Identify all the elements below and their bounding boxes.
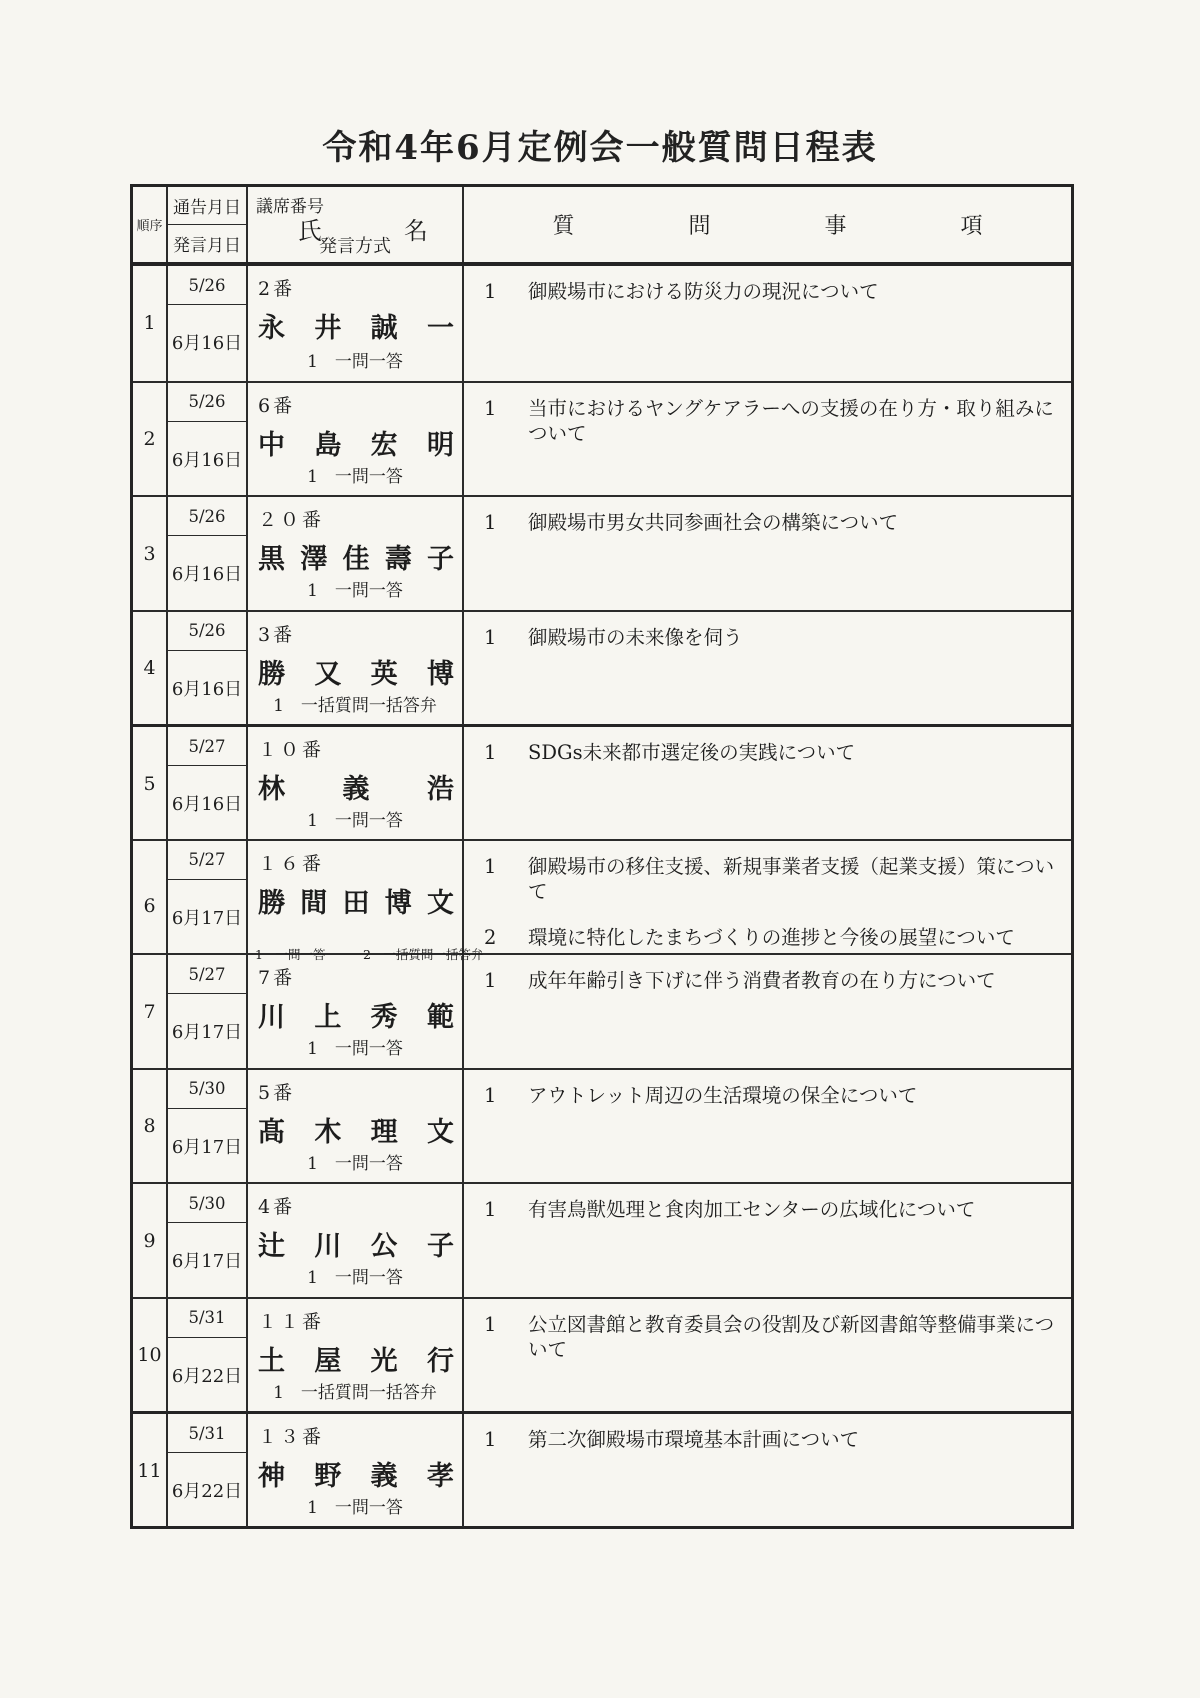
question-list <box>464 266 1071 381</box>
seat-number: ２０番 <box>258 509 325 531</box>
order-number: 9 <box>133 1184 168 1297</box>
speak-method: 1 一問一答 <box>307 1039 403 1059</box>
question-list <box>464 383 1071 496</box>
spread-char: 英 <box>370 658 398 690</box>
spread-char: 勝 <box>258 658 285 690</box>
question-number: 1 <box>484 1312 497 1336</box>
member-name <box>258 537 454 576</box>
question-text: 第二次御殿場市環境基本計画について <box>528 1428 860 1451</box>
notice-date: 5/27 <box>168 955 246 994</box>
header-seat-number-label: 議席番号 <box>256 197 324 217</box>
member-cell <box>248 383 464 496</box>
question-item <box>484 396 1061 447</box>
spread-char: 川 <box>258 1002 285 1033</box>
question-number: 1 <box>484 741 497 764</box>
spread-char: 一 <box>426 313 454 344</box>
spread-char: 氏 <box>298 217 322 245</box>
spread-char: 子 <box>426 1231 454 1262</box>
spread-char: 範 <box>426 1002 454 1033</box>
spread-char: 勝 <box>258 887 285 919</box>
speak-date: 6月16日 <box>171 678 243 700</box>
spread-char: 間 <box>300 887 328 919</box>
dates-cell <box>168 1070 248 1183</box>
question-text: アウトレット周辺の生活環境の保全について <box>528 1083 918 1107</box>
speak-date: 6月16日 <box>171 794 243 815</box>
header-notice-date-label: 通告月日 <box>168 187 246 225</box>
table-row <box>133 266 1071 381</box>
table-row <box>133 495 1071 610</box>
question-number: 1 <box>484 625 497 649</box>
seat-number: １３番 <box>258 1426 325 1448</box>
member-cell <box>248 497 464 610</box>
table-row <box>133 1297 1071 1412</box>
spread-char: 田 <box>342 887 370 919</box>
speak-date: 6月16日 <box>171 564 243 585</box>
table-row <box>133 1068 1071 1183</box>
seat-number: 4番 <box>258 1196 296 1218</box>
table-row <box>133 610 1071 725</box>
notice-date: 5/30 <box>168 1184 246 1223</box>
spread-char: 理 <box>370 1116 398 1148</box>
table-header <box>133 187 1071 266</box>
dates-cell <box>168 612 248 725</box>
member-cell <box>248 612 464 725</box>
member-cell <box>248 955 464 1068</box>
speak-date: 6月17日 <box>171 1251 243 1272</box>
speak-method: 1 一括質問一括答弁 <box>273 695 437 716</box>
spread-char: 澤 <box>300 544 328 575</box>
question-item <box>484 1083 1061 1108</box>
notice-date: 5/26 <box>168 497 246 536</box>
spread-char: 宏 <box>370 429 398 461</box>
spread-char: 野 <box>314 1461 342 1492</box>
spread-char: 秀 <box>370 1002 398 1033</box>
speak-date: 6月22日 <box>171 1365 243 1387</box>
member-name <box>258 423 454 462</box>
member-cell <box>248 266 464 381</box>
spread-char: 又 <box>314 658 342 690</box>
table-body <box>133 266 1071 1526</box>
order-number: 5 <box>133 727 168 840</box>
order-number: 8 <box>133 1070 168 1183</box>
spread-char: 壽 <box>384 544 412 575</box>
question-list <box>464 841 1071 972</box>
spread-char: 黒 <box>258 544 285 575</box>
spread-char: 問 <box>688 214 711 239</box>
spread-char: 博 <box>426 658 454 690</box>
header-speak-style-label: 発言方式 <box>319 236 391 257</box>
question-text: SDGs未来都市選定後の実践について <box>528 741 856 764</box>
seat-number: 2番 <box>258 278 296 300</box>
question-number: 1 <box>484 511 497 534</box>
question-text: 御殿場市の未来像を伺う <box>528 625 743 649</box>
spread-char: 孝 <box>426 1461 454 1492</box>
speak-date: 6月17日 <box>171 1022 243 1043</box>
question-number: 1 <box>484 396 497 420</box>
question-list <box>464 497 1071 610</box>
dates-cell <box>168 383 248 496</box>
table-row <box>133 1182 1071 1297</box>
member-cell <box>248 1070 464 1183</box>
member-cell <box>248 1414 464 1527</box>
question-item <box>484 740 1061 765</box>
member-name <box>258 1339 454 1378</box>
notice-date: 5/26 <box>168 266 246 305</box>
question-list <box>464 1070 1071 1183</box>
spread-char: 島 <box>314 429 342 461</box>
question-text: 御殿場市男女共同参画社会の構築について <box>528 511 899 534</box>
question-text: 成年年齢引き下げに伴う消費者教育の在り方について <box>528 969 996 992</box>
question-list <box>464 1184 1071 1297</box>
header-name-column <box>248 187 464 262</box>
question-list <box>464 727 1071 840</box>
header-order-label: 順序 <box>133 187 168 262</box>
order-number: 1 <box>133 266 168 381</box>
question-list <box>464 955 1071 1068</box>
spread-char: 林 <box>258 774 285 805</box>
question-item <box>484 1312 1061 1363</box>
question-number: 1 <box>484 1198 497 1221</box>
spread-char: 上 <box>314 1002 342 1033</box>
seat-number: １６番 <box>258 852 325 875</box>
speak-date: 6月17日 <box>171 1136 243 1158</box>
seat-number: 6番 <box>258 394 296 417</box>
spread-char: 辻 <box>258 1231 285 1262</box>
question-item <box>484 854 1061 905</box>
dates-cell <box>168 727 248 840</box>
dates-cell <box>168 955 248 1068</box>
member-name <box>258 881 454 920</box>
order-number: 3 <box>133 497 168 610</box>
spread-char: 髙 <box>258 1116 285 1148</box>
question-text: 御殿場市の移住支援、新規事業者支援（起業支援）策について <box>528 854 1055 903</box>
notice-date: 5/31 <box>168 1299 246 1338</box>
question-number: 1 <box>484 280 497 303</box>
speak-method: 1 一問一答 <box>307 581 403 601</box>
member-cell <box>248 841 484 972</box>
speak-method: 1 一問一答 <box>307 1153 403 1174</box>
question-item <box>484 925 1061 950</box>
seat-number: 3番 <box>258 623 296 646</box>
spread-char: 義 <box>342 774 370 805</box>
seat-number: 5番 <box>258 1081 296 1104</box>
header-dates <box>168 187 248 262</box>
member-name <box>258 1110 454 1149</box>
notice-date: 5/27 <box>168 727 246 766</box>
spread-char: 名 <box>404 217 428 245</box>
spread-char: 公 <box>370 1231 398 1262</box>
table-row <box>133 381 1071 496</box>
member-cell <box>248 1184 464 1297</box>
spread-char: 義 <box>370 1461 398 1492</box>
order-number: 6 <box>133 841 168 972</box>
spread-char: 川 <box>314 1231 342 1262</box>
member-name <box>258 652 454 691</box>
member-cell <box>248 1299 464 1412</box>
speak-date: 6月22日 <box>171 1481 243 1502</box>
question-list <box>464 1299 1071 1412</box>
header-question-label <box>553 209 983 240</box>
spread-char: 木 <box>314 1116 342 1148</box>
header-speak-date-label: 発言月日 <box>173 236 241 256</box>
question-number: 1 <box>484 1428 497 1451</box>
question-number: 1 <box>484 854 497 878</box>
member-cell <box>248 727 464 840</box>
notice-date: 5/31 <box>168 1414 246 1453</box>
notice-date: 5/26 <box>168 383 246 422</box>
dates-cell <box>168 1299 248 1412</box>
question-text: 公立図書館と教育委員会の役割及び新図書館等整備事業について <box>528 1312 1055 1361</box>
speak-date: 6月17日 <box>171 907 243 929</box>
question-number: 1 <box>484 969 497 992</box>
seat-number: 7番 <box>258 967 296 989</box>
speak-method: 1 一問一答 2 一括質問一括答弁 <box>255 946 484 962</box>
order-number: 10 <box>133 1299 168 1412</box>
member-name <box>258 1224 454 1263</box>
question-text: 環境に特化したまちづくりの進捗と今後の展望について <box>528 926 1015 950</box>
speak-method: 1 一問一答 <box>307 1268 403 1288</box>
question-list <box>464 612 1071 725</box>
question-number: 1 <box>484 1083 497 1107</box>
order-number: 4 <box>133 612 168 725</box>
seat-number: １１番 <box>258 1310 325 1333</box>
notice-date: 5/30 <box>168 1070 246 1109</box>
spread-char: 文 <box>426 1116 454 1148</box>
speak-method: 1 一問一答 <box>307 1498 403 1518</box>
spread-char: 明 <box>426 429 454 461</box>
speak-date: 6月16日 <box>171 333 243 354</box>
question-number: 2 <box>484 926 497 950</box>
notice-date: 5/27 <box>168 841 246 880</box>
spread-char: 浩 <box>427 774 454 805</box>
header-question-column <box>464 187 1071 262</box>
spread-char: 井 <box>314 313 342 344</box>
spread-char: 項 <box>960 214 983 239</box>
order-number: 7 <box>133 955 168 1068</box>
order-number: 11 <box>133 1414 168 1527</box>
question-text: 御殿場市における防災力の現況について <box>528 280 879 303</box>
question-item <box>484 279 1061 304</box>
question-item <box>484 510 1061 535</box>
question-text: 有害鳥獣処理と食肉加工センターの広域化について <box>528 1198 976 1221</box>
table-row <box>133 724 1071 839</box>
member-name <box>258 1454 454 1493</box>
dates-cell <box>168 1414 248 1527</box>
member-name <box>258 306 454 345</box>
page-title: 令和4年6月定例会一般質問日程表 <box>322 128 878 168</box>
speak-method: 1 一問一答 <box>307 351 403 372</box>
speak-method: 1 一括質問一括答弁 <box>273 1382 437 1403</box>
speak-method: 1 一問一答 <box>307 466 403 487</box>
table-row <box>133 839 1071 962</box>
question-item <box>484 968 1061 993</box>
schedule-table <box>130 184 1074 1529</box>
spread-char: 屋 <box>314 1345 342 1377</box>
spread-char: 永 <box>258 313 285 344</box>
speak-method: 1 一問一答 <box>307 811 403 831</box>
table-row <box>133 953 1071 1068</box>
question-item <box>484 625 1061 650</box>
spread-char: 神 <box>258 1461 285 1492</box>
spread-char: 行 <box>426 1345 454 1377</box>
seat-number: １０番 <box>258 739 325 761</box>
speak-date: 6月16日 <box>171 449 243 471</box>
spread-char: 佳 <box>342 544 370 575</box>
question-item <box>484 1197 1061 1222</box>
spread-char: 中 <box>258 429 285 461</box>
dates-cell <box>168 841 248 972</box>
member-name <box>258 995 454 1034</box>
spread-char: 光 <box>370 1345 398 1377</box>
spread-char: 事 <box>824 214 847 239</box>
spread-char: 文 <box>427 887 454 919</box>
order-number: 2 <box>133 383 168 496</box>
question-text: 当市におけるヤングケアラーへの支援の在り方・取り組みについて <box>528 396 1054 445</box>
dates-cell <box>168 497 248 610</box>
question-item <box>484 1427 1061 1452</box>
spread-char: 土 <box>258 1345 285 1377</box>
member-name <box>258 767 454 806</box>
spread-char: 博 <box>384 887 412 919</box>
dates-cell <box>168 266 248 381</box>
dates-cell <box>168 1184 248 1297</box>
spread-char: 誠 <box>370 313 398 344</box>
question-list <box>464 1414 1071 1527</box>
notice-date: 5/26 <box>168 612 246 651</box>
spread-char: 子 <box>427 544 454 575</box>
table-row <box>133 1411 1071 1526</box>
spread-char: 質 <box>552 214 575 239</box>
